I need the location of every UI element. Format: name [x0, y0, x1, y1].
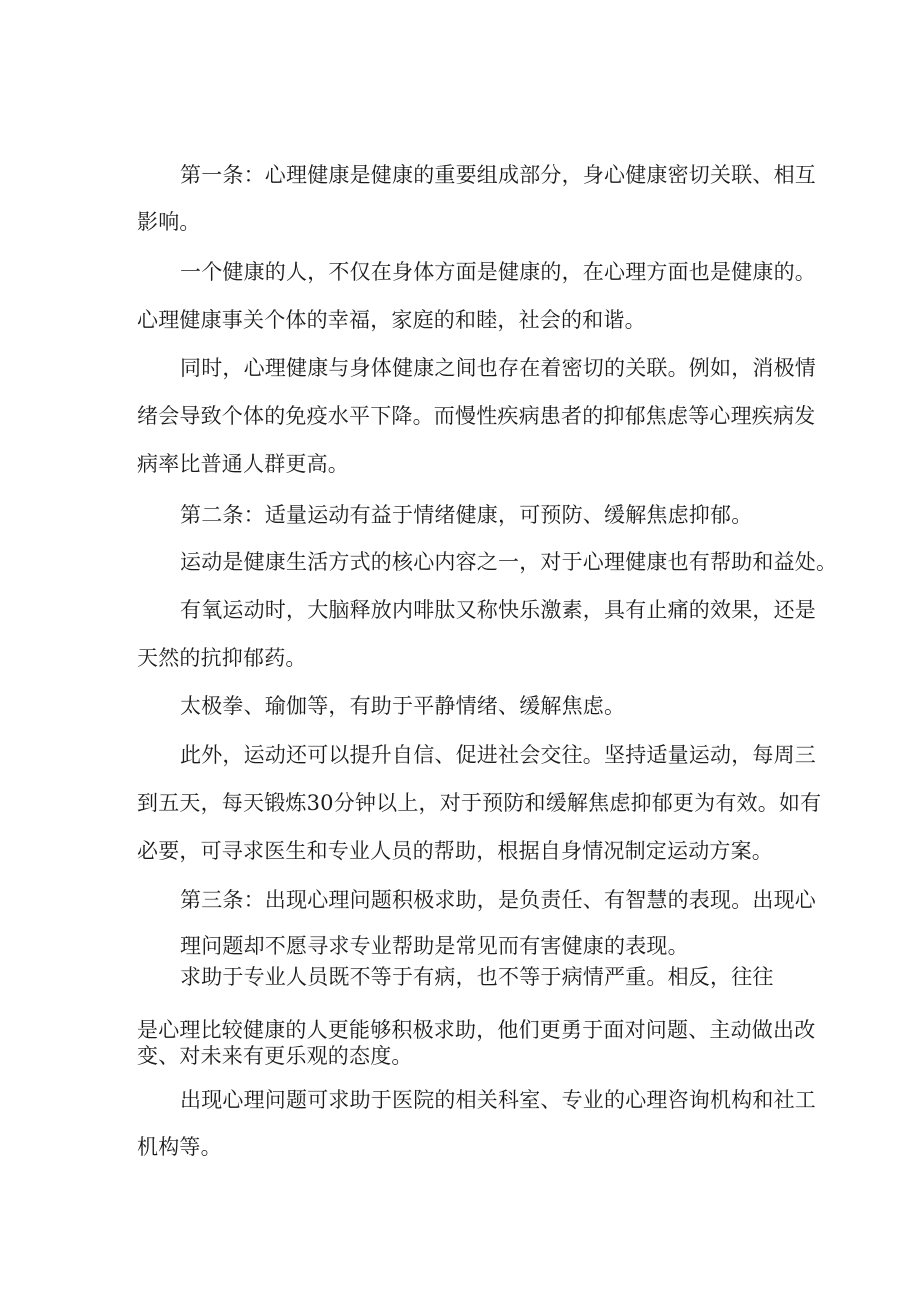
- text-line: 病率比普通人群更高。: [137, 452, 349, 476]
- text-line: 心理健康事关个体的幸福，家庭的和睦，社会的和谐。: [137, 308, 646, 332]
- text-line: 影响。: [137, 210, 201, 234]
- text-line: 有氧运动时，大脑释放内啡肽又称快乐激素，具有止痛的效果，还是: [180, 598, 816, 622]
- text-line: 理问题却不愿寻求专业帮助是常见而有害健康的表现。: [180, 934, 689, 958]
- text-line: 此外，运动还可以提升自信、促进社会交往。坚持适量运动，每周三: [180, 743, 816, 767]
- text-line: 运动是健康生活方式的核心内容之一，对于心理健康也有帮助和益处。: [180, 550, 838, 574]
- text-line: 第三条：出现心理问题积极求助，是负责任、有智慧的表现。出现心: [180, 888, 816, 912]
- text-line: 求助于专业人员既不等于有病，也不等于病情严重。相反，往往: [180, 965, 774, 989]
- text-line: 太极拳、瑜伽等，有助于平静情绪、缓解焦虑。: [180, 694, 626, 718]
- text-line: 到五天，每天锻炼30分钟以上，对于预防和缓解焦虑抑郁更为有效。如有: [137, 791, 822, 815]
- text-line: 绪会导致个体的免疫水平下降。而慢性疾病患者的抑郁焦虑等心理疾病发: [137, 404, 816, 428]
- text-line: 第二条：适量运动有益于情绪健康，可预防、缓解焦虑抑郁。: [180, 503, 753, 527]
- text-line: 一个健康的人，不仅在身体方面是健康的，在心理方面也是健康的。: [180, 260, 816, 284]
- text-line: 第一条：心理健康是健康的重要组成部分，身心健康密切关联、相互: [180, 163, 816, 187]
- text-line: 变、对未来有更乐观的态度。: [137, 1044, 413, 1068]
- text-line: 出现心理问题可求助于医院的相关科室、专业的心理咨询机构和社工: [180, 1088, 816, 1112]
- text-line: 同时，心理健康与身体健康之间也存在着密切的关联。例如，消极情: [180, 356, 816, 380]
- text-line: 机构等。: [137, 1135, 222, 1159]
- text-line: 天然的抗抑郁药。: [137, 646, 307, 670]
- text-line: 必要，可寻求医生和专业人员的帮助，根据自身情况制定运动方案。: [137, 839, 773, 863]
- text-line: 是心理比较健康的人更能够积极求助，他们更勇于面对问题、主动做出改: [137, 1018, 816, 1042]
